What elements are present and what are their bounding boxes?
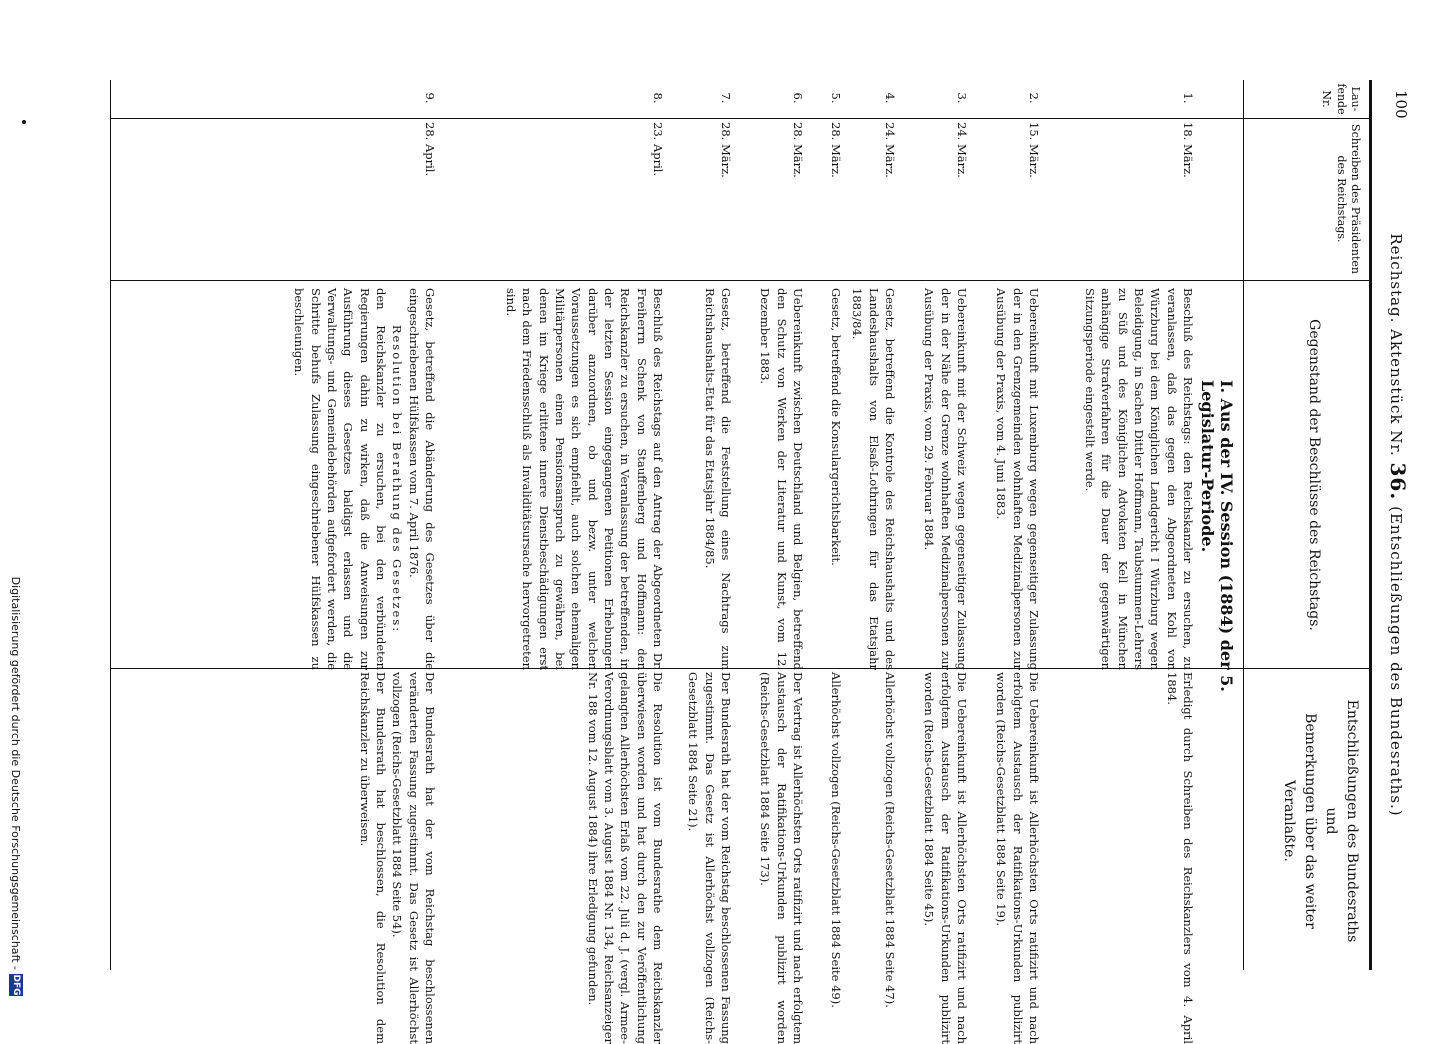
column-header-resolution-line2: und [1323,807,1339,835]
column-divider [110,280,1372,281]
row-resolution-extra: Der Bundesrath hat beschlossen, die Resolution dem Reichskanzler zu überweisen. [357,672,389,1044]
bottom-rule [110,80,111,970]
row-resolution-text: Der Bundesrath hat der vom Reichstag beschlossenen veränderten Fassung zugestimmt. Das Gesetz ist Allerhöchst vollzogen (Reichs-Gesetzblatt 1884 Seite 54). [390,672,437,1044]
footer-text: Digitalisierung gefördert durch die Deutsche Forschungsgemeinschaft - [9,576,22,970]
column-header-date: Schreiben des Präsidenten des Reichstags. [1334,124,1362,274]
row-date: 24. März. [883,122,897,178]
row-resolution: Erledigt durch Schreiben des Reichskanzlers vom 4. April 1884. [1164,672,1195,1044]
row-number: 2. [1027,92,1041,104]
row-date: 28. März. [719,122,733,178]
row-resolution: Der Bundesrath hat der vom Reichstag beschlossenen Fassung zugestimmt. Das Gesetz ist Allerhöchst vollzogen (Reichs-Gesetzblatt 1884 Seite 21). [686,672,733,1044]
column-header-number: Laufende Nr. [1320,83,1362,115]
row-number: 9. [423,92,437,104]
row-number: 8. [651,92,665,104]
row-number: 3. [955,92,969,104]
row-resolution: Die Uebereinkunft ist Allerhöchsten Orts ratifizirt und nach erfolgtem Austausch der Ratifikations-Urkunden publizirt worden (Reichs-Gesetzblatt 1884 Seite 19). [994,672,1041,1044]
row-resolution: Allerhöchst vollzogen (Reichs-Gesetzblatt 1884 Seite 47). [883,672,897,1008]
dfg-logo: DFG [11,974,21,996]
row-resolution: Die Resolution ist vom Bundesrathe dem Reichskanzler überwiesen worden und hat durch den zur Veröffentlichung gelangten Allerhöchsten Erlaß vom 22. Juli d. J. (vergl. Armee-Verordnungsblatt vom 3. August 1884 Nr. 134, Reichsanzeiger Nr. 188 vom 12. August 1884) ihre Erledigung gefunden. [585,672,665,1044]
title-prefix: Reichstag. Aktenstück Nr. [1387,233,1405,457]
row-date: 24. März. [955,122,969,178]
row-subject: Uebereinkunft zwischen Deutschland und Belgien, betreffend den Schutz von Werken der Literatur und Kunst, vom 12. Dezember 1883. [758,288,805,670]
title-number: 36. [1386,462,1410,501]
row-number: 7. [719,92,733,104]
title-suffix: (Entschließungen des Bundesraths.) [1387,506,1405,817]
row-date: 28. April. [423,122,437,177]
row-subject: Uebereinkunft mit Luxemburg wegen gegenseitiger Zulassung der in den Grenzgemeinden wohnhaften Medizinalpersonen zur Ausübung der Praxis, vom 4. Juni 1883. [994,288,1041,670]
header-rule [1243,80,1244,970]
column-header-resolution-line3: Bemerkungen über das weiter Veranlaßte. [1281,713,1318,929]
row-subject: Beschluß des Reichstags auf den Antrag der Abgeordneten Dr. Freiherrn Schenk von Stauffenberg und Hoffmann: den Reichskanzler zu ersuchen, in Veranlassung der betreffenden, in der letzten Session eingegangenen Petitionen Erhebungen darüber anzuordnen, ob und bezw. unter welchen Voraussetzungen es sich empfiehlt, auch solchen ehemaligen Militärpersonen einen Pensionsanspruch zu gewähren, bei denen im Kriege erlittene innere Dienstbeschädigungen erst nach dem Friedensschluß als Invaliditätsursache hervorgetreten sind. [504,288,665,670]
row-subject: Gesetz, betreffend die Konsulargerichtsbarkeit. [829,288,843,566]
row-number: 4. [883,92,897,104]
row-subject: Beschluß des Reichstags: den Reichskanzler zu ersuchen, zu veranlassen, daß das gegen den Abgeordneten Kohl von Würzburg bei dem Königlichen Landgericht I Würzburg wegen Beleidigung, in Sachen Dittler Hoffmann, Taubstummen-Lehrers zu Süß und des Königlichen Advokaten Kell in München anhängige Strafverfahren für die Dauer der gegenwärtigen Sitzungsperiode eingestellt werde. [1083,288,1195,670]
row-number: 5. [829,92,843,104]
row-subject: Gesetz, betreffend die Kontrole des Reichshaushalts und des Landeshaushalts von Elsaß-Lothringen für das Etatsjahr 1883/84. [850,288,897,670]
row-date: 15. März. [1027,122,1041,178]
resolution-text: den Reichskanzler zu ersuchen, bei den verbündeten Regierungen dahin zu wirken, daß die Anweisungen zur Ausführung dieses Gesetzes baldigst erlassen und die Verwaltungs- und Gemeindebehörden aufgefordert werden, die Schritte behufs Zulassung eingeschriebener Hülfskassen zu beschleunigen. [292,288,389,670]
page-number: 100 [1392,90,1410,119]
row-subject [291,288,438,670]
row-date: 18. März. [1181,122,1195,178]
page-header [1386,90,1416,960]
column-header-subject: Gegenstand der Beschlüsse des Reichstags. [1306,319,1322,631]
row-resolution [356,672,438,1044]
row-subject: Gesetz, betreffend die Feststellung eines Nachtrags zum Reichshaushalts-Etat für das Etatsjahr 1884/85. [702,288,733,670]
row-date: 23. April. [651,122,665,177]
section-title: I. Aus der IV. Session (1884) der 5. Legislatur-Periode. [1198,380,1236,692]
column-header-resolution [1278,676,1362,966]
row-subject-text: Gesetz, betreffend die Abänderung des Gesetzes über die eingeschriebenen Hülfskassen vom 7. April 1876. [406,288,437,670]
page-title [1386,90,1410,960]
row-date: 28. März. [791,122,805,178]
row-number: 1. [1181,92,1195,104]
column-header-resolution-line1: Entschließungen des Bundesraths [1344,699,1360,943]
column-divider [110,118,1372,119]
row-resolution: Allerhöchst vollzogen (Reichs-Gesetzblatt 1884 Seite 49). [829,672,843,1008]
row-subject: Uebereinkunft mit der Schweiz wegen gegenseitiger Zulassung der in der Nähe der Grenze wohnhaften Medizinalpersonen zur Ausübung der Praxis, vom 29. Februar 1884. [922,288,969,670]
top-rule [1369,80,1372,970]
row-resolution: Der Vertrag ist Allerhöchsten Orts ratifizirt und nach erfolgtem Austausch der Ratifikations-Urkunden publizirt worden (Reichs-Gesetzblatt 1884 Seite 173). [758,672,805,1044]
row-number: 6. [791,92,805,104]
resolution-heading: Resolution bei Berathung des Gesetzes: [390,324,405,634]
digitization-footer [0,0,28,1000]
row-date: 28. März. [829,122,843,178]
row-resolution: Die Uebereinkunft ist Allerhöchsten Orts ratifizirt und nach erfolgtem Austausch der Ratifikations-Urkunden publizirt worden (Reichs-Gesetzblatt 1884 Seite 45). [922,672,969,1044]
